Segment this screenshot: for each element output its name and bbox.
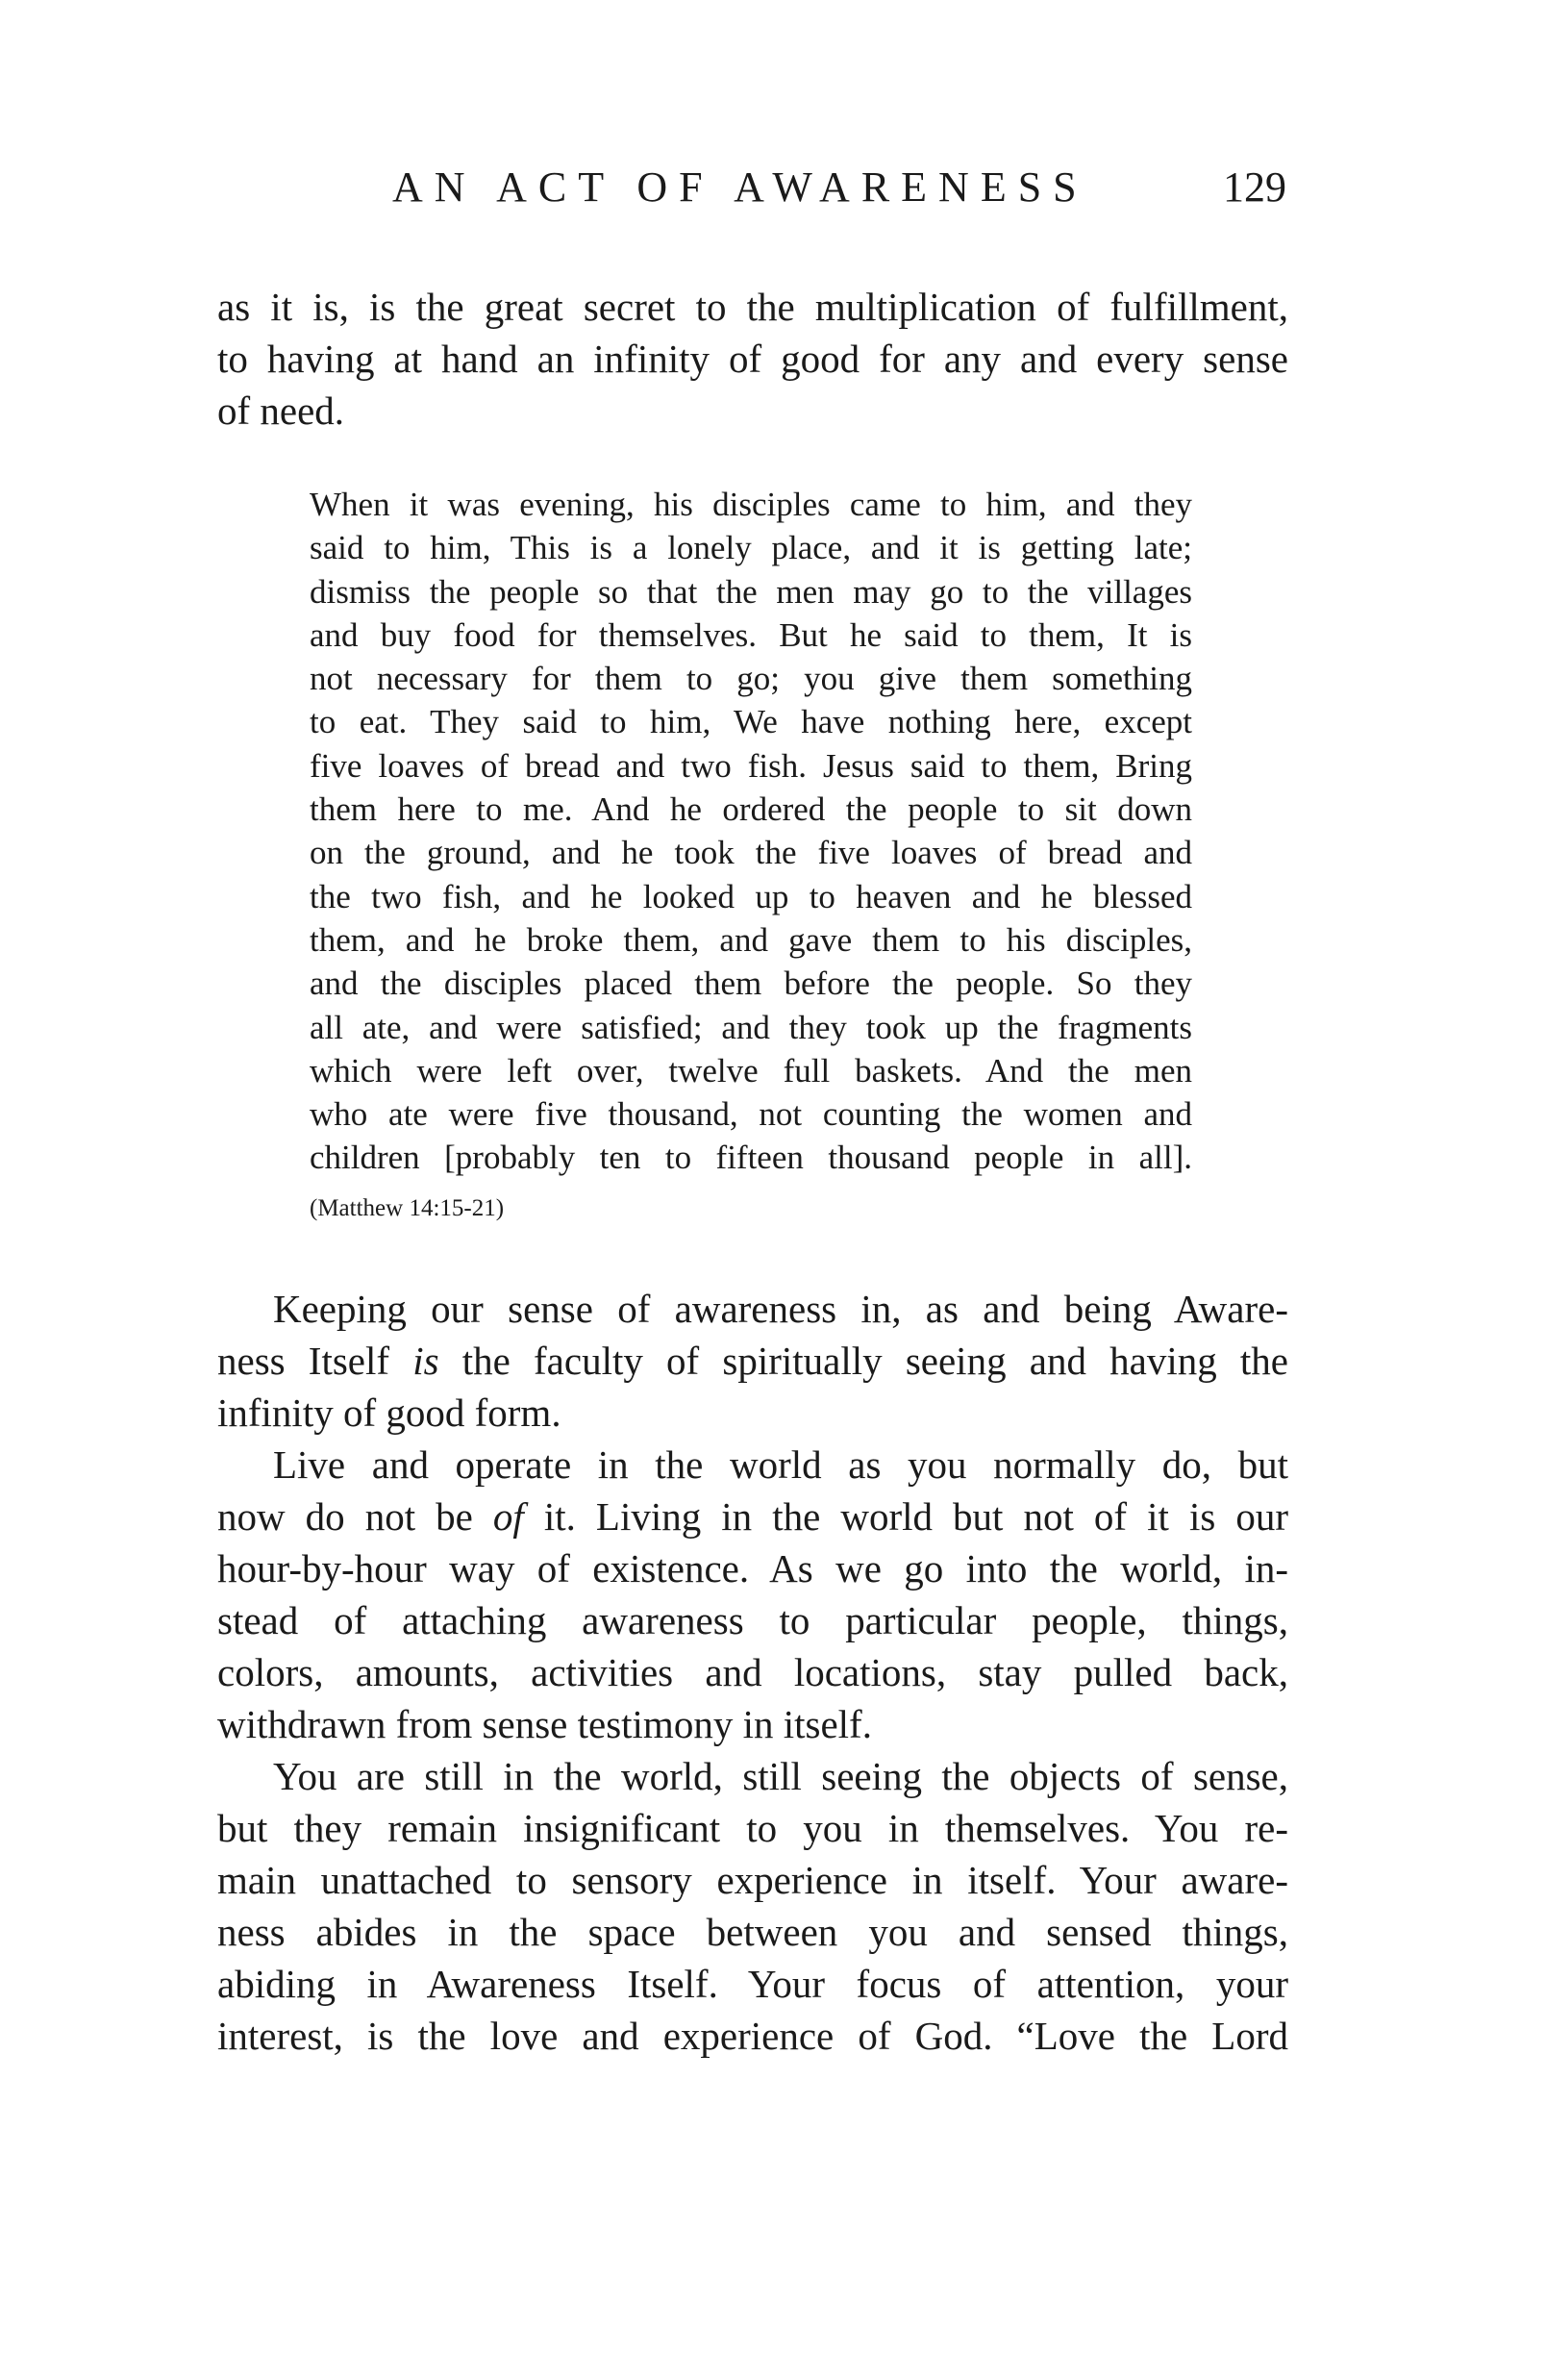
quote-line: said to him, This is a lonely place, and it is getting late; [310, 529, 1192, 567]
scripture-blockquote [310, 483, 1192, 1180]
text-line: You are still in the world, still seeing the objects of sense, [273, 1754, 1288, 1798]
paragraph-still-in-world [217, 1750, 1288, 2062]
quote-line: which were left over, twelve full baskets. And the men [310, 1051, 1192, 1090]
quote-line: on the ground, and he took the five loaves of bread and [310, 834, 1192, 872]
text-line: stead of attaching awareness to particular people, things, [217, 1598, 1288, 1642]
text-segment: ness Itself [217, 1339, 413, 1383]
text-line: infinity of good form. [217, 1390, 561, 1435]
quote-line: them here to me. And he ordered the people to sit down [310, 790, 1192, 829]
text-segment: it. Living in the world but not of it is our [523, 1494, 1288, 1539]
quote-line: to eat. They said to him, We have nothing here, except [310, 703, 1192, 741]
quote-line: not necessary for them to go; you give them something [310, 660, 1192, 698]
text-segment: the faculty of spiritually seeing and having the [438, 1339, 1288, 1383]
text-line: as it is, is the great secret to the multiplication of fulfillment, [217, 285, 1288, 329]
text-line: withdrawn from sense testimony in itself. [217, 1702, 872, 1746]
text-segment: now do not be [217, 1494, 493, 1539]
italic-emphasis: of [492, 1494, 524, 1539]
text-line: hour-by-hour way of existence. As we go into the world, in- [217, 1546, 1288, 1591]
quote-line: them, and he broke them, and gave them to his disciples, [310, 920, 1192, 959]
text-line: main unattached to sensory experience in itself. Your aware- [217, 1858, 1288, 1902]
chapter-running-title: AN ACT OF AWARENESS [392, 163, 1088, 211]
quote-line: and the disciples placed them before the people. So they [310, 965, 1192, 1003]
text-line: Live and operate in the world as you normally do, but [273, 1442, 1288, 1487]
text-line: to having at hand an infinity of good for any and every sense [217, 337, 1288, 381]
quote-line: five loaves of bread and two fish. Jesus said to them, Bring [310, 746, 1192, 785]
paragraph-keeping-awareness [217, 1283, 1288, 1439]
text-line [217, 1491, 1288, 1542]
paragraph-live-and-operate [217, 1439, 1288, 1750]
quote-line: and buy food for themselves. But he said to them, It is [310, 615, 1192, 654]
quote-line: the two fish, and he looked up to heaven and he blessed [310, 877, 1192, 915]
quote-line: who ate were five thousand, not counting the women and [310, 1095, 1192, 1134]
quote-line: When it was evening, his disciples came to him, and they [310, 486, 1192, 523]
quote-line: children [probably ten to fifteen thousand people in all]. [310, 1139, 1192, 1177]
opening-paragraph [217, 281, 1288, 437]
text-line: of need. [217, 388, 345, 433]
quote-line: all ate, and were satisfied; and they took up the fragments [310, 1008, 1192, 1046]
text-line [217, 1335, 1288, 1387]
page-number: 129 [1223, 163, 1286, 211]
text-line: but they remain insignificant to you in themselves. You re- [217, 1806, 1288, 1850]
text-line: Keeping our sense of awareness in, as and being Aware- [273, 1287, 1288, 1331]
text-line: colors, amounts, activities and locations, stay pulled back, [217, 1650, 1288, 1694]
text-line: ness abides in the space between you and sensed things, [217, 1910, 1288, 1954]
scripture-citation: (Matthew 14:15-21) [310, 1195, 505, 1221]
text-line: abiding in Awareness Itself. Your focus of attention, your [217, 1962, 1288, 2006]
italic-emphasis: is [412, 1339, 439, 1383]
text-line: interest, is the love and experience of God. “Love the Lord [217, 2014, 1288, 2058]
running-head [217, 159, 1286, 216]
quote-line: dismiss the people so that the men may go to the villages [310, 572, 1192, 611]
